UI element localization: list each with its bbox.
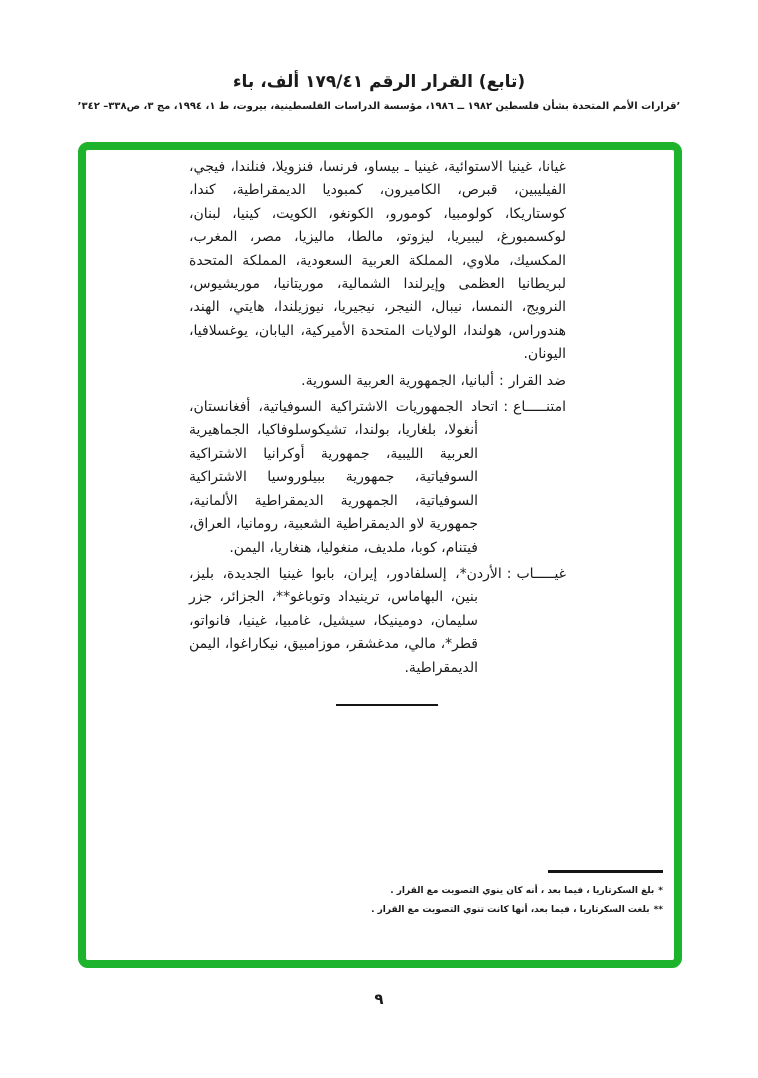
scanned-page-frame [78, 142, 682, 968]
vote-in-favor-continuation: غيانا، غينيا الاستوائية، غينيا ـ بيساو، فرنسا، فنزويلا، فنلندا، فيجي، الفيليبين، قبرص، الكاميرون، كمبوديا الديمقراطية، كندا، كوستاريكا، كولومبيا، كومورو، الكونغو، الكويت، كينيا، لبنان، لوكسمبورغ، ليبيريا، ليزوتو، مالطا، ماليزيا، مصر، المغرب، المكسيك، ملاوي، المملكة العربية السعودية، المملكة المتحدة لبريطانيا العظمى وإيرلندا الشمالية، موريتانيا، موريشيوس، النرويج، النمسا، نيبال، النيجر، نيجيريا، نيوزيلندا، هايتي، الهند، هندوراس، هولندا، الولايات المتحدة الأميركية، اليابان، يوغسلافيا، اليونان. [189, 159, 566, 363]
vote-abstain-entry [189, 396, 566, 560]
scanned-text-block [86, 150, 674, 706]
footnote-marker-2: ** [653, 905, 663, 915]
footnote-double-asterisk [116, 901, 663, 920]
abstain-countries: اتحاد الجمهوريات الاشتراكية السوفياتية، أفغانستان، أنغولا، بلغاريا، بولندا، تشيكوسلوفاكيا، الجماهيرية العربية الليبية، جمهورية أوكرانيا الاشتراكية السوفياتية، جمهورية ببيلوروسيا الاشتراكية السوفياتية، الجمهورية الديمقراطية الألمانية، جمهورية لاو الديمقراطية الشعبية، رومانيا، العراق، فيتنام، كوبا، ملديف، منغوليا، هنغاريا، اليمن. [189, 399, 499, 556]
resolution-title: (تابع) القرار الرقم ١٧٩/٤١ ألف، باء [232, 72, 526, 92]
absent-colon: : [506, 565, 512, 582]
vote-absent-entry [189, 563, 566, 680]
footnote-separator-rule [548, 870, 663, 873]
footnote-marker-1: * [658, 886, 663, 896]
footnote-text-2: بلغت السكرتاريا ، فيما بعد، أنها كانت تنوي التصويت مع القرار . [371, 905, 650, 915]
footnotes-block [116, 870, 663, 920]
vote-against-entry [189, 370, 566, 393]
absent-countries: الأردن*، إلسلفادور، إيران، بابوا غينيا الجديدة، بليز، بنين، البهاماس، ترينيداد وتوباغو**، الجزائر، جزر سليمان، دومينيكا، سيشيل، غامبيا، غينيا، فانواتو، قطر*، مالي، مدغشقر، موزامبيق، نيكاراغوا، اليمن الديمقراطية. [189, 565, 502, 676]
page-number: ٩ [374, 990, 384, 1008]
absent-label: غيـــــاب [516, 565, 566, 582]
against-countries: ألبانيا، الجمهورية العربية السورية. [301, 372, 494, 389]
abstain-colon: : [503, 399, 509, 416]
against-colon: : [498, 372, 504, 389]
section-end-rule [336, 704, 438, 706]
abstain-label: امتنـــــاع [513, 399, 566, 416]
against-label: ضد القرار [508, 372, 566, 389]
citation-line: ’قرارات الأمم المتحدة بشأن فلسطين ١٩٨٢ ــ ١٩٨٦، مؤسسة الدراسات الفلسطينية، بيروت، ط ١، ١٩٩٤، مج ٣، ص٣٣٨– ٣٤٢’ [77, 101, 681, 112]
footnote-text-1: بلغ السكرتاريا ، فيما بعد ، أنه كان ينوي التصويت مع القرار . [390, 886, 655, 896]
footnote-single-asterisk [116, 882, 663, 901]
